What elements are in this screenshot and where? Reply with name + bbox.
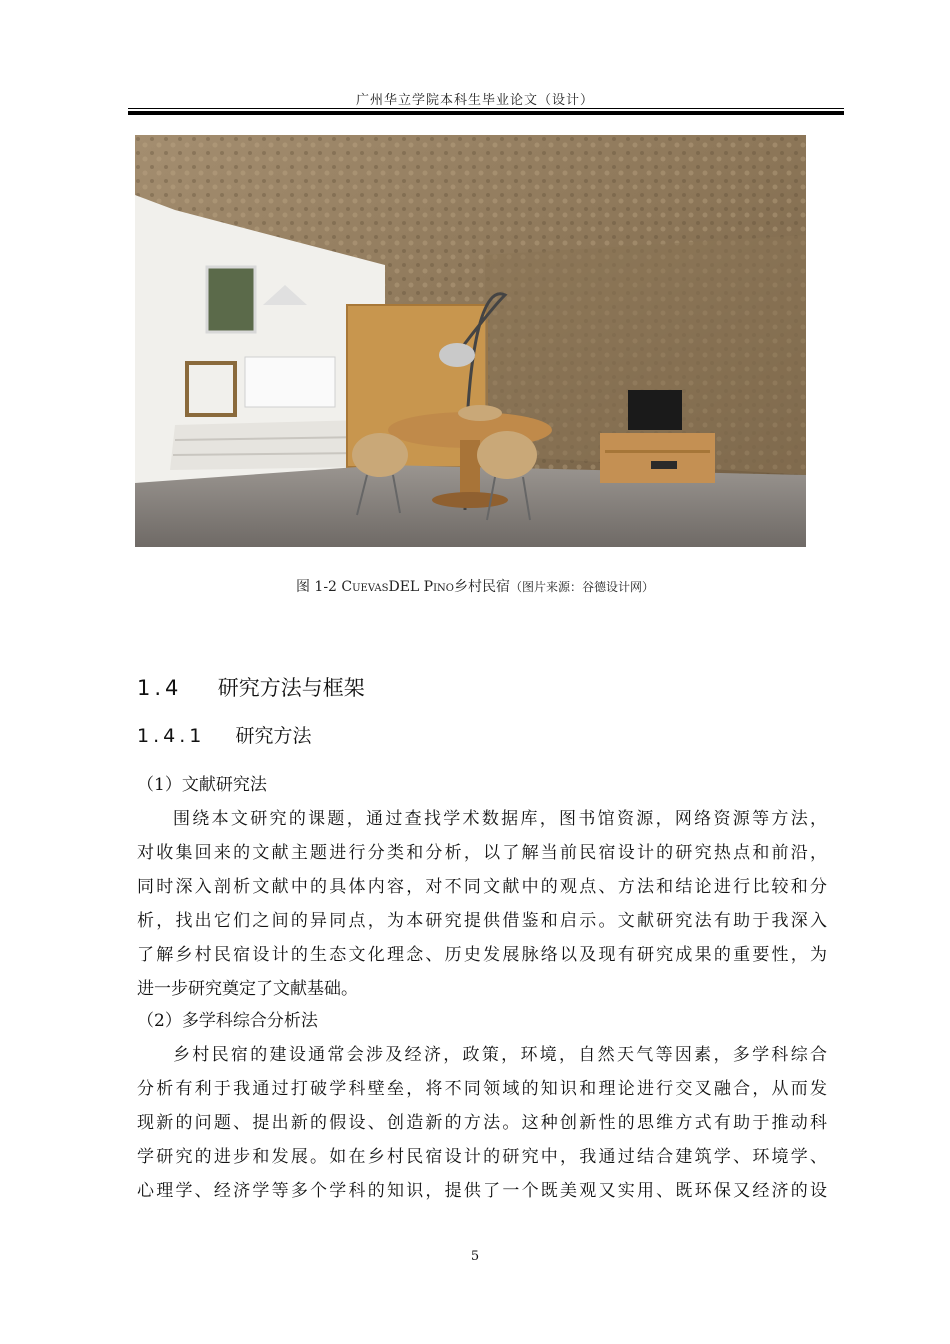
paragraph-line: 围绕本文研究的课题，通过查找学术数据库，图书馆资源，网络资源等方法， [173, 809, 827, 829]
figure-name: CuevasDEL Pino [341, 579, 454, 595]
figure-name-suffix: 乡村民宿 [454, 579, 510, 595]
paragraph-line: 进一步研究奠定了文献基础。 [137, 979, 358, 999]
paragraph-line: 分析有利于我通过打破学科壁垒，将不同领域的知识和理论进行交叉融合，从而发 [137, 1079, 827, 1099]
paragraph-line: 学研究的进步和发展。如在乡村民宿设计的研究中，我通过结合建筑学、环境学、 [137, 1147, 827, 1167]
paragraph-line: 析，找出它们之间的异同点，为本研究提供借鉴和启示。文献研究法有助于我深入 [137, 911, 827, 931]
section-heading [137, 672, 365, 702]
paragraph-line: 心理学、经济学等多个学科的知识，提供了一个既美观又实用、既环保又经济的设 [137, 1181, 827, 1201]
header-rule [128, 108, 844, 109]
paragraph-line: 乡村民宿的建设通常会涉及经济，政策，环境，自然天气等因素，多学科综合 [173, 1045, 827, 1065]
subsection-heading [137, 721, 311, 748]
header-rule-thick [128, 111, 844, 115]
section-title: 研究方法与框架 [217, 676, 365, 700]
page-number: 5 [470, 1249, 480, 1264]
cave-homestay-photo [135, 135, 806, 547]
paragraph-line: 了解乡村民宿设计的生态文化理念、历史发展脉络以及现有研究成果的重要性，为 [137, 945, 827, 965]
subsection-title: 研究方法 [235, 725, 312, 747]
paragraph-line: 同时深入剖析文献中的具体内容，对不同文献中的观点、方法和结论进行比较和分 [137, 877, 827, 897]
section-number: 1.4 [137, 676, 183, 700]
paragraph-line: 对收集回来的文献主题进行分类和分析，以了解当前民宿设计的研究热点和前沿， [137, 843, 827, 863]
item1-heading: （1）文献研究法 [137, 775, 267, 795]
figure-caption [0, 576, 950, 596]
header-title: 广州华立学院本科生毕业论文（设计） [355, 93, 594, 108]
item2-heading: （2）多学科综合分析法 [137, 1011, 318, 1031]
paragraph-line: 现新的问题、提出新的假设、创造新的方法。这种创新性的思维方式有助于推动科 [137, 1113, 827, 1133]
figure-source: （图片来源：谷德设计网） [510, 580, 655, 594]
subsection-number: 1.4.1 [137, 725, 206, 747]
figure-label: 图 1-2 [295, 579, 337, 595]
